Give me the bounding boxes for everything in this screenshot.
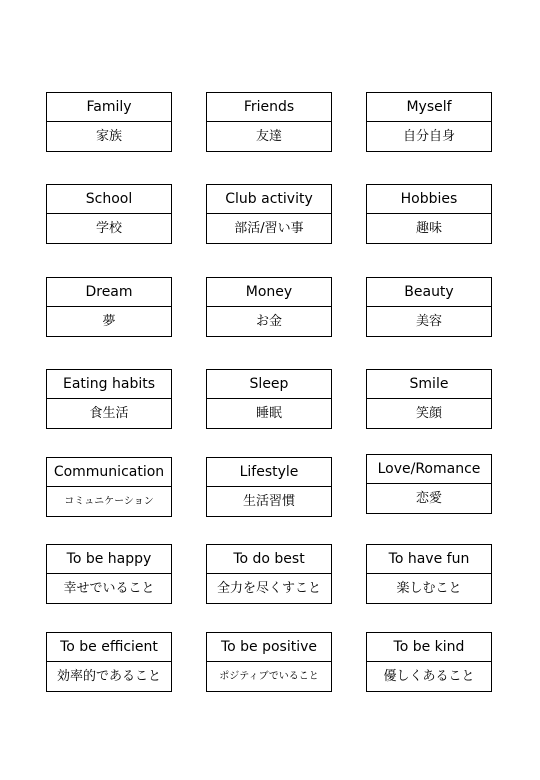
topic-card-to-be-happy [46, 544, 172, 604]
card-english-label: To be happy [47, 545, 171, 574]
card-english-label: Lifestyle [207, 458, 331, 487]
card-english-label: Myself [367, 93, 491, 122]
card-japanese-label: 優しくあること [383, 669, 475, 684]
card-japanese-label: 友達 [255, 129, 282, 144]
topic-card-communication [46, 457, 172, 517]
card-japanese-label: 楽しむこと [396, 581, 462, 596]
card-english-label: Club activity [207, 185, 331, 214]
card-english-label: Love/Romance [367, 455, 491, 484]
card-english-label: Beauty [367, 278, 491, 307]
card-english-label: School [47, 185, 171, 214]
card-english-label: Dream [47, 278, 171, 307]
card-english-label: To be kind [367, 633, 491, 662]
card-english-label: Hobbies [367, 185, 491, 214]
card-japanese-label: 学校 [95, 221, 122, 236]
card-japanese-label: 笑顔 [415, 406, 442, 421]
card-english-label: Family [47, 93, 171, 122]
topic-card-to-be-kind [366, 632, 492, 692]
topic-card-to-have-fun [366, 544, 492, 604]
card-english-label: Smile [367, 370, 491, 399]
card-japanese-label: 幸せでいること [63, 581, 155, 596]
topic-card-school [46, 184, 172, 244]
topic-card-money [206, 277, 332, 337]
card-japanese-label: コミュニケーション [64, 496, 154, 507]
card-english-label: Money [207, 278, 331, 307]
card-english-label: To be efficient [47, 633, 171, 662]
topic-card-eating-habits [46, 369, 172, 429]
topic-card-friends [206, 92, 332, 152]
card-english-label: To do best [207, 545, 331, 574]
card-japanese-label: 自分自身 [402, 129, 455, 144]
card-english-label: Eating habits [47, 370, 171, 399]
card-japanese-label: 効率的であること [56, 669, 161, 684]
card-english-label: To have fun [367, 545, 491, 574]
topic-card-lifestyle [206, 457, 332, 517]
topic-card-beauty [366, 277, 492, 337]
topic-card-to-do-best [206, 544, 332, 604]
topic-card-hobbies [366, 184, 492, 244]
card-english-label: Friends [207, 93, 331, 122]
card-japanese-label: 部活/習い事 [234, 221, 304, 236]
card-english-label: To be positive [207, 633, 331, 662]
topic-card-to-be-positive [206, 632, 332, 692]
card-english-label: Communication [47, 458, 171, 487]
card-japanese-label: 食生活 [89, 406, 129, 421]
topic-card-dream [46, 277, 172, 337]
card-japanese-label: 恋愛 [415, 491, 442, 506]
topic-card-myself [366, 92, 492, 152]
topic-card-smile [366, 369, 492, 429]
card-japanese-label: 家族 [95, 129, 122, 144]
topic-card-love-romance [366, 454, 492, 514]
topic-card-club-activity [206, 184, 332, 244]
card-japanese-label: 睡眠 [255, 406, 282, 421]
topic-card-sleep [206, 369, 332, 429]
card-japanese-label: 美容 [415, 314, 442, 329]
card-english-label: Sleep [207, 370, 331, 399]
card-japanese-label: 夢 [102, 314, 116, 329]
topic-card-to-be-efficient [46, 632, 172, 692]
card-japanese-label: 生活習慣 [242, 494, 295, 509]
card-japanese-label: お金 [255, 314, 282, 329]
card-japanese-label: 趣味 [415, 221, 442, 236]
card-japanese-label: 全力を尽くすこと [216, 581, 321, 596]
topic-card-family [46, 92, 172, 152]
card-japanese-label: ポジティブでいること [219, 671, 319, 682]
